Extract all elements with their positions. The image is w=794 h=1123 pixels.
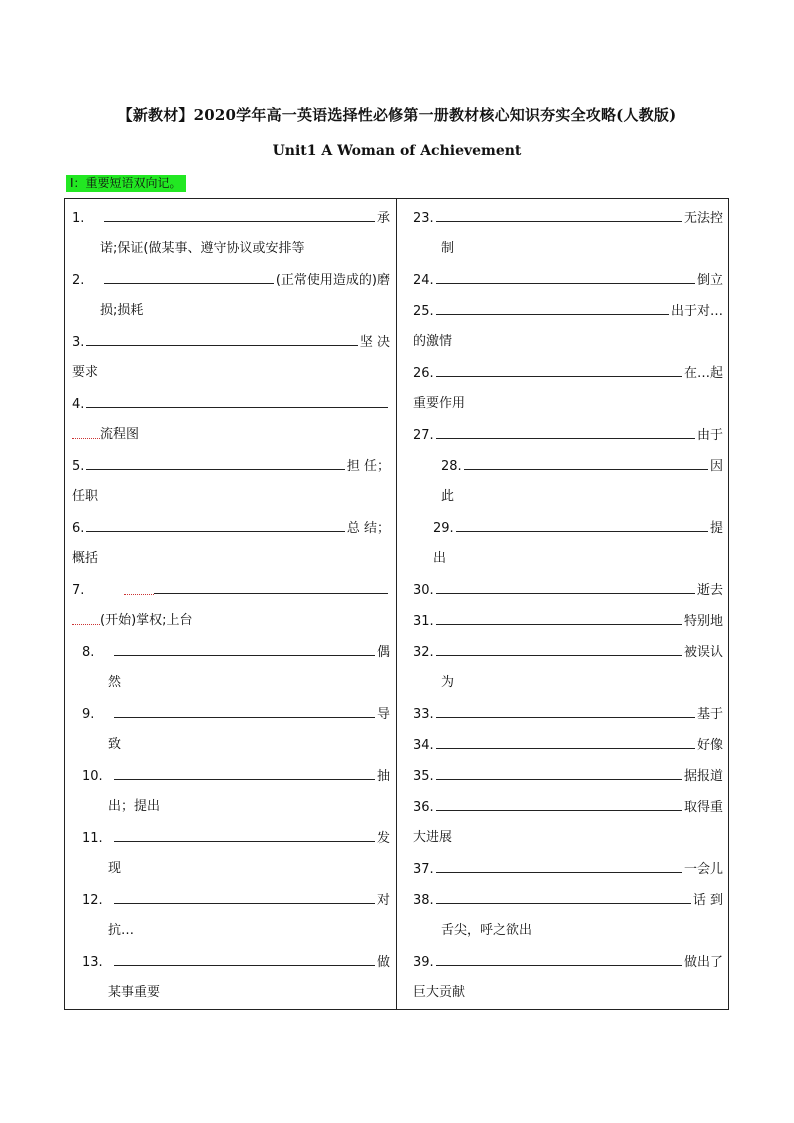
answer-blank[interactable] xyxy=(436,624,682,625)
exercise-item xyxy=(72,578,390,630)
item-line xyxy=(82,888,390,908)
item-line xyxy=(441,454,723,474)
answer-blank[interactable] xyxy=(436,593,695,594)
item-meaning-continued xyxy=(413,826,452,845)
item-line xyxy=(413,733,723,753)
item-line xyxy=(413,702,723,722)
item-meaning: 出于对… xyxy=(670,304,723,319)
item-meaning-continued xyxy=(72,361,98,380)
item-meaning: 提 xyxy=(709,521,723,536)
item-line xyxy=(72,206,390,226)
item-meaning: 取得重 xyxy=(683,800,723,815)
item-meaning-text: 重要作用 xyxy=(413,396,466,411)
item-meaning-continued xyxy=(100,423,139,442)
answer-blank[interactable] xyxy=(114,903,375,904)
item-number: 3. xyxy=(72,335,85,350)
item-meaning-text: 损;损耗 xyxy=(100,303,144,318)
answer-blank[interactable] xyxy=(436,748,695,749)
item-number: 32. xyxy=(413,645,434,660)
item-line xyxy=(82,950,390,970)
exercise-item xyxy=(413,950,723,1002)
item-meaning: 逝去 xyxy=(696,583,723,598)
answer-blank[interactable] xyxy=(104,221,375,222)
page-title: 【新教材】2020学年高一英语选择性必修第一册教材核心知识夯实全攻略(人教版) xyxy=(117,106,677,124)
item-number: 34. xyxy=(413,738,434,753)
exercise-item xyxy=(72,826,390,878)
item-line xyxy=(82,702,390,722)
answer-blank[interactable] xyxy=(436,903,691,904)
answer-blank[interactable] xyxy=(114,717,375,718)
answer-blank[interactable] xyxy=(114,965,375,966)
item-meaning-continued xyxy=(100,237,304,256)
item-meaning: 承 xyxy=(376,211,390,226)
item-meaning-text: 出 xyxy=(433,551,447,566)
answer-blank[interactable] xyxy=(464,469,708,470)
dotted-marker xyxy=(72,437,100,439)
exercise-item xyxy=(72,392,390,444)
item-meaning-text: 现 xyxy=(108,861,122,876)
item-meaning-text: 此 xyxy=(441,489,455,504)
item-number: 12. xyxy=(82,893,103,908)
item-number: 4. xyxy=(72,397,85,412)
item-line xyxy=(82,764,390,784)
item-meaning: 做出了 xyxy=(683,955,723,970)
item-meaning: 对 xyxy=(376,893,390,908)
exercise-item xyxy=(72,702,390,754)
item-meaning-continued xyxy=(100,609,193,628)
item-meaning: 因 xyxy=(709,459,723,474)
item-meaning: 话 到 xyxy=(692,893,723,908)
item-meaning-continued xyxy=(108,981,160,1000)
item-meaning-text: 流程图 xyxy=(100,427,140,442)
item-line xyxy=(433,516,723,536)
item-meaning-text: (开始)掌权;上台 xyxy=(100,613,193,628)
item-meaning-text: 为 xyxy=(441,675,455,690)
item-line xyxy=(72,330,390,350)
item-line xyxy=(413,578,723,598)
answer-blank[interactable] xyxy=(114,655,375,656)
item-number: 36. xyxy=(413,800,434,815)
item-line xyxy=(413,640,723,660)
item-meaning: 偶 xyxy=(376,645,390,660)
item-number: 27. xyxy=(413,428,434,443)
item-number: 37. xyxy=(413,862,434,877)
item-line xyxy=(82,640,390,660)
item-meaning-text: 大进展 xyxy=(413,830,453,845)
item-number: 25. xyxy=(413,304,434,319)
item-line xyxy=(413,950,723,970)
item-meaning-text: 出；提出 xyxy=(108,799,161,814)
item-meaning-text: 的激情 xyxy=(413,334,453,349)
exercise-item xyxy=(413,454,723,506)
exercise-item xyxy=(413,795,723,847)
answer-blank[interactable] xyxy=(114,841,375,842)
item-meaning: 被误认 xyxy=(683,645,723,660)
item-meaning: 由于 xyxy=(696,428,723,443)
item-meaning-continued xyxy=(108,733,121,752)
answer-blank[interactable] xyxy=(436,965,682,966)
item-meaning-continued xyxy=(441,671,454,690)
exercise-item xyxy=(72,764,390,816)
item-line xyxy=(413,795,723,815)
item-number: 39. xyxy=(413,955,434,970)
item-number: 24. xyxy=(413,273,434,288)
item-meaning-continued xyxy=(413,981,465,1000)
item-number: 1. xyxy=(72,211,85,226)
item-line xyxy=(72,516,390,536)
item-meaning-text: 然 xyxy=(108,675,122,690)
item-meaning-continued xyxy=(108,919,134,938)
item-number: 28. xyxy=(441,459,462,474)
item-line xyxy=(72,268,390,288)
item-number: 11. xyxy=(82,831,103,846)
item-meaning-text: 任职 xyxy=(72,489,99,504)
dotted-marker xyxy=(124,593,154,595)
item-meaning-text: 巨大贡献 xyxy=(413,985,466,1000)
answer-blank[interactable] xyxy=(154,593,388,594)
item-number: 38. xyxy=(413,893,434,908)
item-meaning-continued xyxy=(441,485,454,504)
item-meaning-text: 某事重要 xyxy=(108,985,161,1000)
exercise-item xyxy=(413,299,723,351)
item-number: 26. xyxy=(413,366,434,381)
item-meaning: 抽 xyxy=(376,769,390,784)
item-meaning-continued xyxy=(108,795,160,814)
item-number: 30. xyxy=(413,583,434,598)
exercise-item xyxy=(72,206,390,258)
item-line xyxy=(413,361,723,381)
item-meaning-continued xyxy=(413,330,452,349)
answer-blank[interactable] xyxy=(104,283,274,284)
item-meaning-continued xyxy=(100,299,143,318)
item-meaning-text: 诺;保证(做某事、遵守协议或安排等 xyxy=(100,241,305,256)
column-divider xyxy=(396,198,397,1010)
item-number: 35. xyxy=(413,769,434,784)
item-meaning: 导 xyxy=(376,707,390,722)
answer-blank[interactable] xyxy=(436,314,669,315)
item-number: 6. xyxy=(72,521,85,536)
unit-subtitle: Unit1 A Woman of Achievement xyxy=(272,143,522,159)
item-number: 5. xyxy=(72,459,85,474)
exercise-item xyxy=(72,454,390,506)
item-meaning: 做 xyxy=(376,955,390,970)
section-label: I：重要短语双向记。 xyxy=(66,175,186,192)
item-meaning-text: 概括 xyxy=(72,551,99,566)
answer-blank[interactable] xyxy=(436,221,682,222)
item-meaning-continued xyxy=(413,392,465,411)
item-line xyxy=(413,299,723,319)
item-meaning-continued xyxy=(433,547,446,566)
item-meaning-continued xyxy=(72,547,98,566)
item-meaning-continued xyxy=(441,237,454,256)
item-line xyxy=(82,826,390,846)
item-number: 2. xyxy=(72,273,85,288)
item-meaning: 据报道 xyxy=(683,769,723,784)
item-number: 33. xyxy=(413,707,434,722)
exercise-item xyxy=(413,640,723,692)
item-number: 31. xyxy=(413,614,434,629)
item-number: 8. xyxy=(82,645,95,660)
item-line xyxy=(413,888,723,908)
item-line xyxy=(413,423,723,443)
item-number: 9. xyxy=(82,707,95,722)
item-meaning: 在…起 xyxy=(683,366,723,381)
answer-blank[interactable] xyxy=(114,779,375,780)
item-meaning-text: 致 xyxy=(108,737,122,752)
item-line xyxy=(413,609,723,629)
answer-blank[interactable] xyxy=(436,283,695,284)
item-number: 13. xyxy=(82,955,103,970)
item-meaning: 特别地 xyxy=(683,614,723,629)
item-number: 29. xyxy=(433,521,454,536)
item-meaning-text: 制 xyxy=(441,241,455,256)
item-meaning: (正常使用造成的)磨 xyxy=(275,273,390,288)
answer-blank[interactable] xyxy=(436,779,682,780)
item-meaning: 坚 决 xyxy=(359,335,390,350)
answer-blank[interactable] xyxy=(436,717,695,718)
item-meaning-text: 抗… xyxy=(108,923,135,938)
answer-blank[interactable] xyxy=(436,872,682,873)
item-meaning-text: 要求 xyxy=(72,365,99,380)
item-meaning: 一会儿 xyxy=(683,862,723,877)
exercise-item xyxy=(72,516,390,568)
item-line xyxy=(72,392,390,412)
answer-blank[interactable] xyxy=(86,407,388,408)
answer-blank[interactable] xyxy=(456,531,708,532)
answer-blank[interactable] xyxy=(86,469,344,470)
item-meaning: 倒立 xyxy=(696,273,723,288)
answer-blank[interactable] xyxy=(436,438,695,439)
item-meaning: 担 任； xyxy=(346,459,390,474)
item-line xyxy=(72,578,390,598)
item-line xyxy=(72,454,390,474)
dotted-marker xyxy=(72,623,100,625)
item-meaning-continued xyxy=(72,485,98,504)
item-meaning: 好像 xyxy=(696,738,723,753)
item-meaning: 总 结； xyxy=(346,521,390,536)
exercise-item xyxy=(413,361,723,413)
exercise-item xyxy=(72,640,390,692)
answer-blank[interactable] xyxy=(436,810,682,811)
item-line xyxy=(413,268,723,288)
item-number: 7. xyxy=(72,583,85,598)
item-meaning: 无法控 xyxy=(683,211,723,226)
item-meaning: 发 xyxy=(376,831,390,846)
item-line xyxy=(413,764,723,784)
item-meaning: 基于 xyxy=(696,707,723,722)
exercise-item xyxy=(72,888,390,940)
item-number: 23. xyxy=(413,211,434,226)
exercise-item xyxy=(413,206,723,258)
item-meaning-continued xyxy=(441,919,532,938)
answer-blank[interactable] xyxy=(436,655,682,656)
item-number: 10. xyxy=(82,769,103,784)
item-meaning-text: 舌尖，呼之欲出 xyxy=(441,923,533,938)
exercise-item xyxy=(72,268,390,320)
item-meaning-continued xyxy=(108,671,121,690)
exercise-item xyxy=(72,950,390,1002)
answer-blank[interactable] xyxy=(86,531,344,532)
answer-blank[interactable] xyxy=(436,376,682,377)
exercise-item xyxy=(72,330,390,382)
exercise-item xyxy=(413,516,723,568)
exercise-item xyxy=(413,888,723,940)
item-meaning-continued xyxy=(108,857,121,876)
answer-blank[interactable] xyxy=(86,345,357,346)
item-line xyxy=(413,206,723,226)
item-line xyxy=(413,857,723,877)
